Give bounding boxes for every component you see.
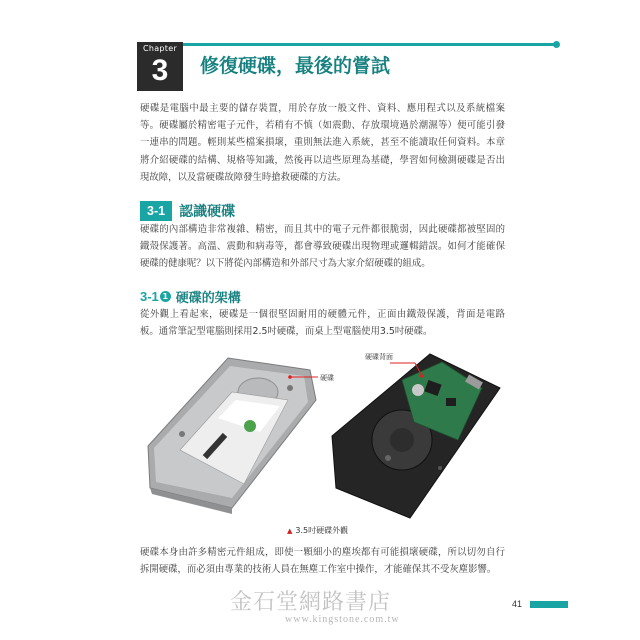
hard-drive-back-image	[332, 354, 500, 518]
subsection-paragraph: 從外觀上看起來，硬碟是一個很堅固耐用的硬體元件，正面由鐵殼保護，背面是電路板。通常筆記型電腦則採用2.5吋硬碟，而桌上型電腦使用3.5吋硬碟。	[140, 309, 505, 338]
chapter-word: Chapter	[142, 44, 178, 53]
hard-drive-front-image	[148, 358, 316, 514]
chapter-title: 修復硬碟，最後的嘗試	[200, 55, 391, 77]
intro-paragraph: 硬碟是電腦中最主要的儲存裝置，用於存放一般文件、資料、應用程式以及系統檔案等。硬碟屬於精密電子元件，若稍有不慎（如震動、存放環境過於潮濕等）便可能引發一連串的問題。輕則某些檔案損壞，重則無法進入系統，甚至不能讀取任何資料。本章將介紹硬碟的結構、規格等知識，然後再以這些原理為基礎，學習如何檢測硬碟是否出現故障，以及當硬碟故障發生時搶救硬碟的方法。	[140, 103, 505, 183]
page-number: 41	[512, 599, 523, 609]
section-heading	[140, 201, 235, 221]
chapter-rule	[183, 43, 556, 46]
page-number-bar	[530, 601, 568, 608]
watermark-logo: 金石堂網路書店	[230, 590, 392, 615]
section-paragraph: 硬碟的內部構造非常複雜、精密，而且其中的電子元件都很脆弱，因此硬碟都被堅固的鐵殼保護著。高溫、震動和病毒等，都會導致硬碟出現物理或邏輯錯誤。如何才能確保硬碟的健康呢？以下將從內部構造和外部尺寸為大家介紹硬碟的組成。	[140, 224, 505, 270]
subsection-circle-number: 1	[160, 291, 171, 302]
figure-caption	[287, 525, 348, 536]
subsection-number: 3-1	[140, 289, 159, 304]
closing-paragraph: 硬碟本身由許多精密元件組成，即使一顆細小的塵埃都有可能損壞硬碟，所以切勿自行拆開硬碟，而必須由專業的技術人員在無塵工作室中操作，才能確保其不受灰塵影響。	[140, 547, 505, 576]
subsection-title: 硬碟的架構	[175, 291, 241, 306]
section-title: 認識硬碟	[179, 204, 236, 220]
subsection-heading	[140, 287, 241, 306]
back-callout-label: 硬碟背面	[365, 353, 393, 361]
hard-drive-figure	[140, 348, 505, 523]
front-callout-label: 硬碟	[320, 374, 334, 382]
section-number: 3-1	[140, 201, 172, 221]
chapter-badge	[137, 42, 183, 91]
figure-caption-text: 3.5吋硬碟外觀	[295, 526, 349, 535]
caption-triangle-icon: ▲	[287, 527, 293, 535]
chapter-number: 3	[151, 54, 169, 87]
watermark-url: www.kingstone.com.tw	[285, 614, 400, 625]
